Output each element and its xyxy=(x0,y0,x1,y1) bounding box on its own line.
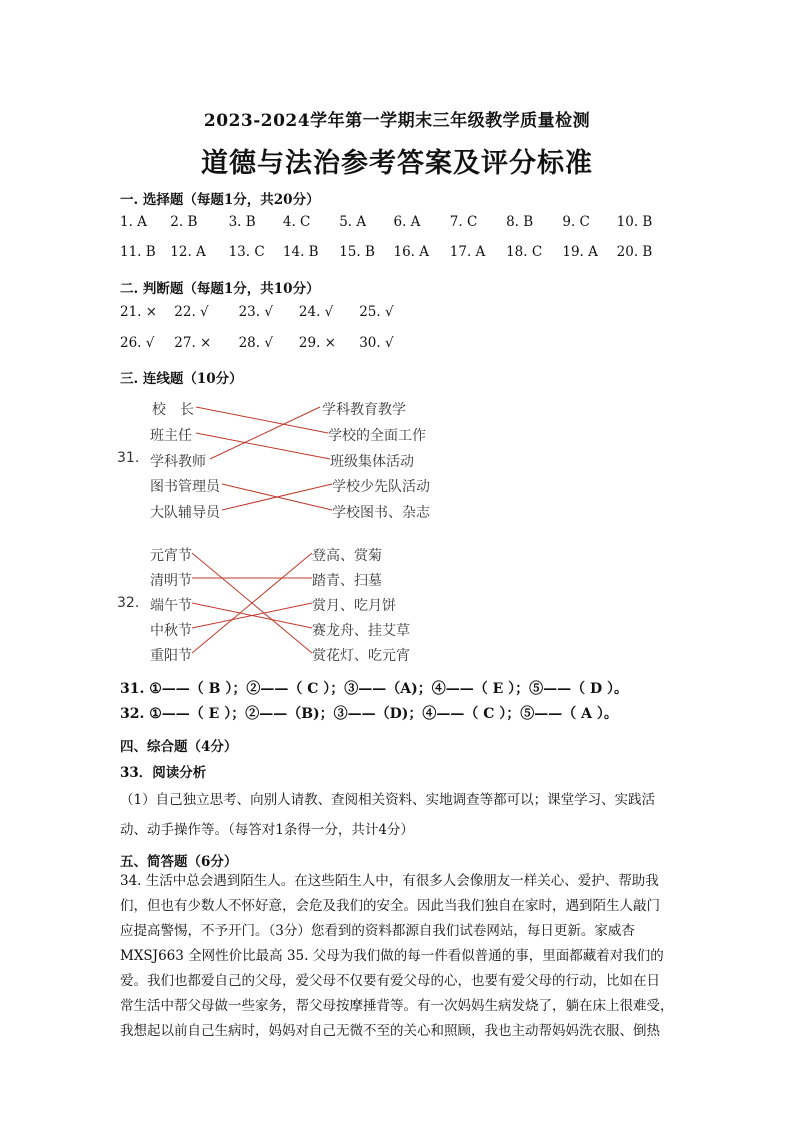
answer-item: 21. × xyxy=(120,304,158,320)
question-33-title: 33．阅读分析 xyxy=(120,765,207,781)
answer-item: 16. A xyxy=(393,244,429,260)
match-left-item: 图书管理员 xyxy=(150,479,220,495)
match-right-item: 踏青、扫墓 xyxy=(312,573,382,589)
answer-item: 27. × xyxy=(174,335,212,351)
match-left-item: 大队辅导员 xyxy=(150,505,220,521)
match-right-item: 登高、赏菊 xyxy=(312,548,382,564)
section-1-heading: 一. 选择题（每题1分，共20分） xyxy=(120,192,320,208)
answer-item: 30. √ xyxy=(359,335,394,351)
match-right-item: 学科教育教学 xyxy=(322,402,406,418)
match-left-item: 学科教师 xyxy=(150,454,206,470)
section-2-heading: 二. 判断题（每题1分，共10分） xyxy=(120,281,320,297)
question-31-number: 31. xyxy=(117,450,140,466)
paragraph-line: 34. 生活中总会遇到陌生人。在这些陌生人中，有很多人会像朋友一样关心、爱护、帮助我 xyxy=(120,873,659,889)
answer-item: 7. C xyxy=(449,214,478,230)
paragraph-line: 们，但也有少数人不怀好意，会危及我们的安全。因此当我们独自在家时，遇到陌生人敲门 xyxy=(120,898,660,914)
answer-item: 2. B xyxy=(170,214,198,230)
match-left-item: 校 长 xyxy=(152,402,194,418)
paragraph-line: MXSJ663 全网性价比最高 35. 父母为我们做的每一件看似普通的事，里面都藏着对我们的 xyxy=(120,948,664,964)
answer-item: 12. A xyxy=(170,244,206,260)
answer-item: 23. √ xyxy=(238,304,273,320)
match-right-item: 赛龙舟、挂艾草 xyxy=(312,623,410,639)
match-left-item: 中秋节 xyxy=(150,623,192,639)
answer-item: 20. B xyxy=(616,244,653,260)
answer-item: 13. C xyxy=(228,244,265,260)
answer-item: 28. √ xyxy=(238,335,273,351)
match-right-item: 赏月、吃月饼 xyxy=(312,598,396,614)
answer-item: 29. × xyxy=(298,335,336,351)
match-right-item: 学校图书、杂志 xyxy=(332,505,430,521)
section-4-heading: 四、综合题（4分） xyxy=(120,739,238,755)
answer-item: 19. A xyxy=(562,244,598,260)
answer-key-31: 31. ①——（ B ）；②——（ C ）；③——（A)；④——（ E ）；⑤——（ D ）。 xyxy=(120,681,629,697)
answer-key-32: 32. ①——（ E ）；②——（B)；③——（D)；④——（ C ）；⑤——（ A ）。 xyxy=(120,706,618,722)
answer-item: 4. C xyxy=(282,214,311,230)
section-3-heading: 三. 连线题（10分） xyxy=(120,371,243,387)
question-32-number: 32. xyxy=(117,595,140,611)
answer-item: 1. A xyxy=(120,214,147,230)
paragraph-line: 我想起以前自己生病时，妈妈对自己无微不至的关心和照顾，我也主动帮妈妈洗衣服、倒热 xyxy=(120,1023,660,1039)
answer-33-line-2: 动、动手操作等。（每答对1条得一分，共计4分） xyxy=(120,822,414,838)
match-line xyxy=(210,407,320,459)
document-title: 道德与法治参考答案及评分标准 xyxy=(201,148,593,179)
paragraph-line: 爱。我们也都爱自己的父母，爱父母不仅要有爱父母的心，也要有爱父母的行动，比如在日 xyxy=(120,973,660,989)
answer-item: 10. B xyxy=(616,214,653,230)
match-left-item: 元宵节 xyxy=(150,548,192,564)
paragraph-line: 应提高警惕，不予开门。（3分）您看到的资料都源自我们试卷网站，每日更新。家威杏 xyxy=(120,923,635,939)
match-right-item: 赏花灯、吃元宵 xyxy=(312,648,410,664)
match-left-item: 端午节 xyxy=(150,598,192,614)
answer-33-line-1: （1）自己独立思考、向别人请教、查阅相关资料、实地调查等都可以；课堂学习、实践活 xyxy=(120,792,656,808)
answer-item: 25. √ xyxy=(359,304,394,320)
match-right-item: 学校的全面工作 xyxy=(328,428,426,444)
match-left-item: 清明节 xyxy=(150,573,192,589)
answer-item: 11. B xyxy=(120,244,156,260)
answer-item: 8. B xyxy=(506,214,534,230)
section-5-body xyxy=(120,869,680,1044)
answer-item: 14. B xyxy=(282,244,319,260)
match-left-item: 班主任 xyxy=(150,428,192,444)
section-5-heading: 五、简答题（6分） xyxy=(120,854,238,870)
match-line xyxy=(196,433,330,459)
answer-item: 5. A xyxy=(339,214,367,230)
exam-title: 2023-2024学年第一学期末三年级教学质量检测 xyxy=(203,111,591,131)
answer-item: 17. A xyxy=(449,244,486,260)
match-line xyxy=(196,407,328,433)
answer-item: 18. C xyxy=(506,244,543,260)
paragraph-line: 常生活中帮父母做一些家务，帮父母按摩捶背等。有一次妈妈生病发烧了，躺在床上很难受， xyxy=(120,998,674,1014)
match-left-item: 重阳节 xyxy=(150,648,192,664)
answer-item: 15. B xyxy=(339,244,375,260)
answer-item: 3. B xyxy=(228,214,256,230)
answer-item: 26. √ xyxy=(120,335,155,351)
answer-item: 9. C xyxy=(562,214,590,230)
answer-item: 24. √ xyxy=(298,304,334,320)
answer-item: 6. A xyxy=(393,214,421,230)
answer-item: 22. √ xyxy=(174,304,209,320)
match-right-item: 班级集体活动 xyxy=(330,454,414,470)
match-right-item: 学校少先队活动 xyxy=(332,479,430,495)
